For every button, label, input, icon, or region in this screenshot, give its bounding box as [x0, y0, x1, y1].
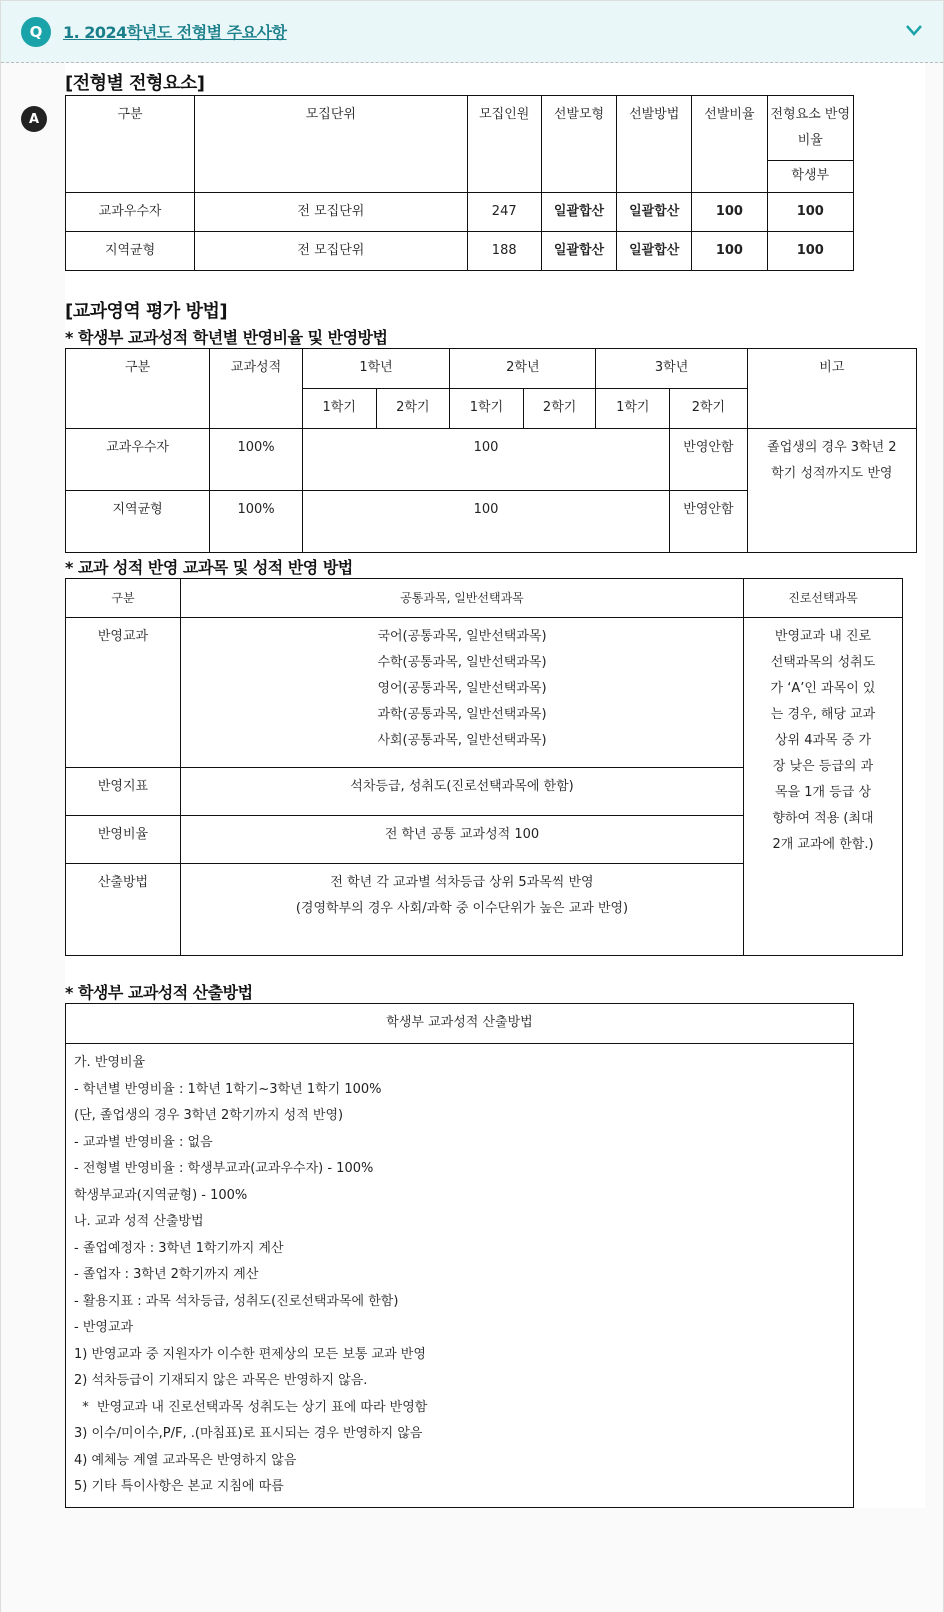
cell: 100: [767, 193, 853, 232]
cell: 석차등급, 성취도(진로선택과목에 한함): [181, 768, 744, 816]
header-cell: 구분: [66, 579, 181, 618]
calculation-line: - 졸업자 : 3학년 2학기까지 계산: [74, 1267, 259, 1282]
calculation-table: [65, 1003, 854, 1508]
line: 영어(공통과목, 일반선택과목): [377, 681, 547, 696]
header-cell: 선발비율: [692, 96, 767, 193]
selection-elements-table: [65, 95, 854, 271]
header-cell: 모집인원: [467, 96, 541, 193]
calculation-line: - 활용지표 : 과목 석차등급, 성취도(진로선택과목에 한함): [74, 1293, 399, 1309]
cell: 교과우수자: [66, 429, 210, 491]
cell: [181, 618, 744, 768]
calculation-line: * 반영교과 내 진로선택과목 성취도는 상기 표에 따라 반영함: [74, 1399, 428, 1415]
cell: 반영안함: [670, 429, 748, 491]
cell: 100: [692, 232, 767, 271]
section-title: [전형별 전형요소]: [65, 73, 205, 94]
cell: 전 학년 공통 교과성적 100: [181, 816, 744, 864]
header-cell: 교과성적: [210, 349, 303, 429]
calculation-line: 2) 석차등급이 기재되지 않은 과목은 반영하지 않음.: [74, 1373, 368, 1388]
chevron-down-icon[interactable]: [903, 19, 925, 41]
calculation-line: - 교과별 반영비율 : 없음: [74, 1134, 213, 1150]
header-cell: 1학기: [450, 389, 524, 429]
cell: 100%: [210, 429, 303, 491]
line: 과학(공통과목, 일반선택과목): [377, 707, 547, 722]
header-cell: 2학기: [376, 389, 450, 429]
cell: 반영비율: [66, 816, 181, 864]
cell: 100: [302, 429, 669, 491]
question-badge: Q: [21, 17, 51, 47]
cell: 100: [692, 193, 767, 232]
note-cell: 졸업생의 경우 3학년 2학기 성적까지도 반영: [747, 429, 916, 553]
header-cell: 진로선택과목: [744, 579, 903, 618]
cell: 지역균형: [66, 491, 210, 553]
calculation-line: - 학년별 반영비율 : 1학년 1학기~3학년 1학기 100%: [74, 1081, 382, 1097]
career-note-cell: 반영교과 내 진로선택과목의 성취도가 ‘A’인 과목이 있는 경우, 해당 교과 상위 4과목 중 가장 낮은 등급의 과목을 1개 등급 상향하여 적용 (최대 2개 교과에 한함.): [744, 618, 903, 956]
line: 국어(공통과목, 일반선택과목): [377, 629, 547, 644]
cell: 100: [302, 491, 669, 553]
calculation-line: - 전형별 반영비율 : 학생부교과(교과우수자) - 100%: [74, 1161, 374, 1176]
calculation-body: [66, 1044, 854, 1508]
calculation-line: 1) 반영교과 중 지원자가 이수한 편제상의 모든 보통 교과 반영: [74, 1346, 426, 1362]
cell: 일괄합산: [541, 232, 616, 271]
header-cell: 구분: [66, 96, 195, 193]
calculation-line: (단, 졸업생의 경우 3학년 2학기까지 성적 반영): [74, 1108, 344, 1123]
cell: 반영교과: [66, 618, 181, 768]
cell: 일괄합산: [541, 193, 616, 232]
section-subtitle: * 교과 성적 반영 교과목 및 성적 반영 방법: [65, 558, 353, 577]
cell: [181, 864, 744, 956]
calculation-line: 나. 교과 성적 산출방법: [74, 1214, 204, 1229]
section-title: [교과영역 평가 방법]: [65, 301, 228, 322]
calculation-line: - 반영교과: [74, 1320, 134, 1335]
line: (경영학부의 경우 사회/과학 중 이수단위가 높은 교과 반영): [295, 901, 629, 916]
cell: 100: [767, 232, 853, 271]
line: 사회(공통과목, 일반선택과목): [377, 733, 547, 748]
header-cell: 구분: [66, 349, 210, 429]
cell: 188: [467, 232, 541, 271]
cell: 247: [467, 193, 541, 232]
calculation-line: - 졸업예정자 : 3학년 1학기까지 계산: [74, 1240, 284, 1256]
header-cell: 선발모형: [541, 96, 616, 193]
header-cell: 학생부: [767, 161, 853, 193]
question-header[interactable]: [1, 1, 943, 63]
header-cell: 선발방법: [617, 96, 692, 193]
header-cell: 비고: [747, 349, 916, 429]
header-cell: 2학년: [450, 349, 596, 389]
header-cell: 2학기: [523, 389, 596, 429]
cell: 교과우수자: [66, 193, 195, 232]
answer-content: [65, 63, 925, 1508]
grade-ratio-table: [65, 348, 917, 553]
question-title[interactable]: 1. 2024학년도 전형별 주요사항: [63, 23, 287, 42]
section-subtitle: * 학생부 교과성적 학년별 반영비율 및 반영방법: [65, 328, 388, 347]
section-subtitle: * 학생부 교과성적 산출방법: [65, 983, 253, 1002]
line: 수학(공통과목, 일반선택과목): [377, 655, 547, 670]
calculation-line: 가. 반영비율: [74, 1055, 146, 1070]
header-cell: 3학년: [596, 349, 747, 389]
calculation-line: 학생부교과(지역균형) - 100%: [74, 1187, 248, 1203]
answer-badge: A: [21, 106, 47, 132]
header-cell: 1학년: [302, 349, 449, 389]
header-cell: 모집단위: [195, 96, 467, 193]
subject-table: [65, 578, 903, 956]
cell: 전 모집단위: [195, 232, 467, 271]
cell: 일괄합산: [617, 232, 692, 271]
header-cell: 학생부 교과성적 산출방법: [66, 1004, 854, 1044]
header-cell: 전형요소 반영비율: [767, 96, 853, 161]
cell: 지역균형: [66, 232, 195, 271]
cell: 전 모집단위: [195, 193, 467, 232]
header-cell: 1학기: [302, 389, 376, 429]
calculation-line: 4) 예체능 계열 교과목은 반영하지 않음: [74, 1452, 297, 1468]
calculation-line: 5) 기타 특이사항은 본교 지침에 따름: [74, 1479, 284, 1494]
cell: 산출방법: [66, 864, 181, 956]
line: 전 학년 각 교과별 석차등급 상위 5과목씩 반영: [330, 875, 594, 890]
calculation-line: 3) 이수/미이수,P/F, .(마침표)로 표시되는 경우 반영하지 않음: [74, 1426, 423, 1441]
cell: 일괄합산: [617, 193, 692, 232]
cell: 100%: [210, 491, 303, 553]
header-cell: 공통과목, 일반선택과목: [181, 579, 744, 618]
header-cell: 1학기: [596, 389, 670, 429]
cell: 반영지표: [66, 768, 181, 816]
cell: 반영안함: [670, 491, 748, 553]
header-cell: 2학기: [670, 389, 748, 429]
